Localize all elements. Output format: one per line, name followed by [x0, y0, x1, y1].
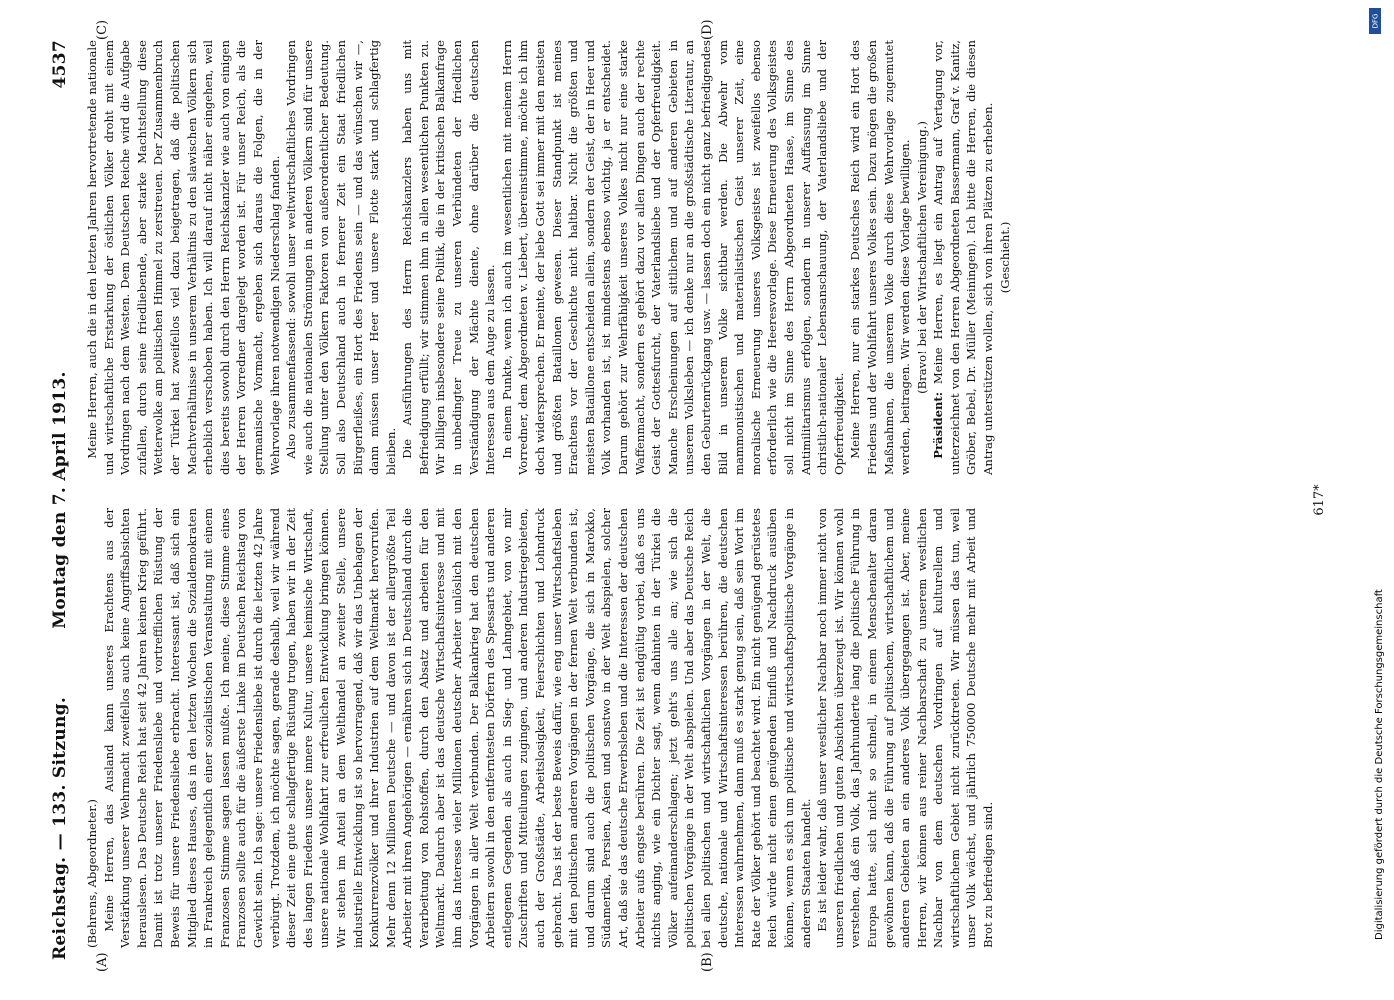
president-paragraph: [930, 40, 996, 475]
margin-marker-c: (C): [95, 19, 110, 40]
applause-note: (Bravo! bei der Wirtschaftlichen Vereinigung.): [914, 121, 929, 394]
paragraph: Meine Herren, nur ein starkes Deutsches Reich wird ein Hort des Friedens und der Wohlfahrt unseres Volkes sein. Dazu mögen die großen Maßnahmen, die unserem Volke durch diese Wehrvorlage zugemutet werden, beitragen. Wir werden diese Vorlage bewilligen.: [848, 40, 913, 475]
digitization-text: Digitalisierung gefördert durch die Deutsche Forschungsgemeinschaft: [1374, 589, 1385, 940]
header-center: Montag den 7. April 1913.: [50, 371, 70, 629]
margin-marker-a: (A): [95, 952, 110, 972]
right-column: [84, 40, 1299, 475]
paragraph: Meine Herren, das Ausland kann unseres Erachtens aus der Verstärkung unserer Wehrmacht zweifellos auch keine Angriffsabsichten herauslesen. Das Deutsche Reich hat seit 42 Jahren keinen Krieg geführt. Damit ist trotz unserer Friedensliebe und vortrefflichen Rüstung der Beweis für unsere Friedensliebe erbracht. Interessant ist, daß sich ein Mitglied dieses Hauses, das in den letzten Wochen die Sozialdemokraten in Frankreich gelegentlich einer sozialistischen Veranstaltung mit einem Franzosen Stimme sagen lassen mußte. Ich meine, diese Stimme eines Franzosen sollte auch für die äußerste Linke im Deutschen Reichstag von Gewicht sein. Ich sage: unsere Friedensliebe ist durch die letzten 42 Jahre verbürgt. Trotzdem, ich möchte sagen, gerade deshalb, weil wir während dieser Zeit eine gute schlagfertige Rüstung trugen, haben wir in der Zeit des langen Friedens unsere innere Kultur, unsere heimische Wirtschaft, unsere nationale Wohlfahrt zur erfreulichen Entwicklung bringen können. Wir stehen im Anteil an dem Welthandel an zweiter Stelle, unsere industrielle Entwicklung ist so hervorragend, daß wir das Unbehagen der Konkurrenzvölker und ihrer Industrien auf dem Weltmarkt hervorrufen. Mehr denn 12 Millionen Deutsche — und davon ist der allergrößte Teil Arbeiter mit ihren Angehörigen — ernähren sich in Deutschland durch die Verarbeitung von Rohstoffen, durch den Absatz und arbeiten für den Weltmarkt. Dadurch aber ist das deutsche Wirtschaftsinteresse und mit ihm das Interesse vieler Millionen deutscher Arbeiter unlöslich mit den Vorgängen in aller Welt verbunden. Der Balkankrieg hat den deutschen Arbeitern sowohl in den entferntesten Dörfern des Spessarts und anderen entlegenen Gegenden als auch in Sieg- und Lahngebiet, von wo mir Zuschriften und Mitteilungen zugingen, und anderen Industriegebieten, auch der Großstädte, Arbeitslosigkeit, Feierschichten und Lohndruck gebracht. Das ist der beste Beweis dafür, wie eng unser Wirtschaftsleben mit den politischen anderen Vorgängen in der fernen Welt verbunden ist, und darum sind auch die politischen Vorgänge, die sich in Marokko, Südamerika, Persien, Asien und sonstwo in der Welt abspielen, solcher Art, daß sie das deutsche Erwerbsleben und die Interessen der deutschen Arbeiter aufs engste berühren. Die Zeit ist endgültig vorbei, daß es uns nichts anging, wie ein Dichter sagt, wenn dahinten in der Türkei die Völker aufeinanderschlagen; jetzt geht's uns alle an; wie sich die politischen Vorgänge in der Welt abspielen. Und aber das Deutsche Reich bei allen politischen und wirtschaftlichen Vorgängen in der Welt, die deutsche, nationale und Wirtschaftsinteressen berühren, die deutschen Interessen wahrnehmen, dann muß es stark genug sein, daß sein Wort im Rate der Völker gehört und beachtet wird. Ein nicht genügend gerüstetes Reich würde nicht einen genügenden Einfluß und Nachdruck ausüben können, wenn es sich um politische und wirtschaftspolitische Vorgänge in anderen Staaten handelt.: [101, 508, 813, 948]
dfg-logo: DFG: [1369, 8, 1381, 34]
paragraph: Also zusammenfassend: sowohl unser weltwirtschaftliches Vordringen wie auch die nationalen Strömungen in anderen Völkern sind für unsere Stellung unter den Völkern Faktoren von außerordentlicher Bedeutung. Soll also Deutschland auch in fernerer Zeit ein Staat friedlichen Bürgerfleißes, ein Hort des Friedens sein — und das wünschen wir —, dann müssen unser Heer und unsere Flotte stark und schlagfertig bleiben.: [284, 40, 398, 475]
signature-mark: 617*: [1312, 484, 1327, 516]
paragraph: Meine Herren, auch die in den letzten Jahren hervortretende nationale und wirtschaftliche Erstarkung der östlichen Völker droht mit einem Vordringen nach dem Westen. Dem Deutschen Reiche wird die Aufgabe zufallen, durch seine friedliebende, aber starke Machtstellung diese Wetterwolke am politischen Himmel zu zerstreuen. Der Zusammenbruch der Türkei hat zweifellos viel dazu beigetragen, daß die politischen Machtverhältnisse in unserem Verhältnis zu den slawischen Völkern sich erheblich verschoben haben. Ich will darauf nicht näher eingehen, weil dies bereits sowohl durch den Herrn Reichskanzler wie auch von einigen der Herren Vorredner dargelegt worden ist. Für unser Reich, als die germanische Vormacht, ergeben sich daraus die Folgen, die in der Wehrvorlage ihren notwendigen Niederschlag fanden.: [85, 40, 282, 475]
running-head: [46, 40, 74, 960]
paragraph: Es ist leider wahr, daß unser westlicher Nachbar noch immer nicht von unseren friedlichen und guten Absichten überzeugt ist. Wir können wohl verstehen, daß ein Volk, das Jahrhunderte lang die politische Führung in Europa hatte, sich nicht so schnell, in einem Menschenalter daran gewöhnen kann, daß die Führung auf politischem, wirtschaftlichem und anderen Gebieten an ein anderes Volk übergegangen ist. Aber, meine Herren, wir können aus reiner Nachbarschaft zu unserem westlichen Nachbar von dem deutschen Vordringen auf kulturellem und wirtschaftlichem Gebiet nicht zurücktreten. Wir müssen das tun, weil unser Volk wächst, und jährlich 750000 Deutsche mehr mit Arbeit und Brot zu befriedigen sind.: [815, 508, 996, 948]
paragraph: In einem Punkte, wenn ich auch im wesentlichen mit meinem Herrn Vorredner, dem Abgeordneten v. Liebert, übereinstimme, möchte ich ihm doch widersprechen. Er meinte, der liebe Gott sei immer mit den meisten und größten Bataillonen gewesen. Dieser Standpunkt ist meines Erachtens vor der Geschichte nicht haltbar. Nicht die größten und meisten Bataillone entscheiden allein, sondern der Geist, der in Heer und Volk vorhanden ist, ist mindestens ebenso wichtig, ja er entscheidet. Darum gehört zur Wehrfähigkeit unseres Volkes nicht nur eine starke Waffenmacht, sondern es gehört dazu vor allen Dingen auch der rechte Geist der Gottesfurcht, der Vaterlandsliebe und der Opferfreudigkeit. Manche Erscheinungen auf sittlichem und auf anderen Gebieten in unserem Volksleben — ich denke nur an die großstädtische Literatur, an den Geburtenrückgang usw. — lassen doch ein nicht ganz befriedigendes Bild in unserem Volke sichtbar werden. Die Abwehr vom mammonistischen und materialistischen Geist unserer Zeit, eine moralische Erneuerung unseres Volksgeistes ist zweifellos ebenso erforderlich wie die Heeresvorlage. Diese Erneuerung des Volksgeistes soll nicht im Sinne des Herrn Abgeordneten Haase, im Sinne des Antimilitarismus erfolgen, sondern in unserer Auffassung im Sinne christlich-nationaler Lebensanschauung, der Vaterlandsliebe und der Opferfreudigkeit.: [499, 40, 846, 475]
margin-marker-d: (D): [700, 19, 715, 40]
left-column: [84, 508, 1299, 948]
digitization-note: [1370, 40, 1394, 960]
header-left: Reichstag. — 133. Sitzung.: [50, 696, 70, 960]
speaker-continuation: (Behrens, Abgeordneter.): [85, 799, 99, 948]
page-number: 4537: [50, 40, 70, 89]
paragraph: Die Ausführungen des Herrn Reichskanzlers haben uns mit Befriedigung erfüllt; wir stimmen ihm in allen wesentlichen Punkten zu. Wir billigen insbesondere seine Politik, die in der kritischen Balkanfrage in unbedingter Treue zu unseren Verbündeten der friedlichen Verständigung der Mächte diente, ohne darüber die deutschen Interessen aus dem Auge zu lassen.: [400, 40, 498, 475]
president-text: Meine Herren, es liegt ein Antrag auf Vertagung vor, unterzeichnet von den Herren Abgeordneten Bassermann, Graf v. Kanitz, Gröber, Bebel, Dr. Müller (Meiningen). Ich bitte die Herren, die diesen Antrag unterstützen wollen, sich von ihren Plätzen zu erheben.: [931, 40, 996, 475]
president-label: Präsident:: [931, 391, 946, 459]
closing-stage-note: (Geschieht.): [997, 221, 1012, 294]
margin-marker-b: (B): [700, 952, 715, 972]
